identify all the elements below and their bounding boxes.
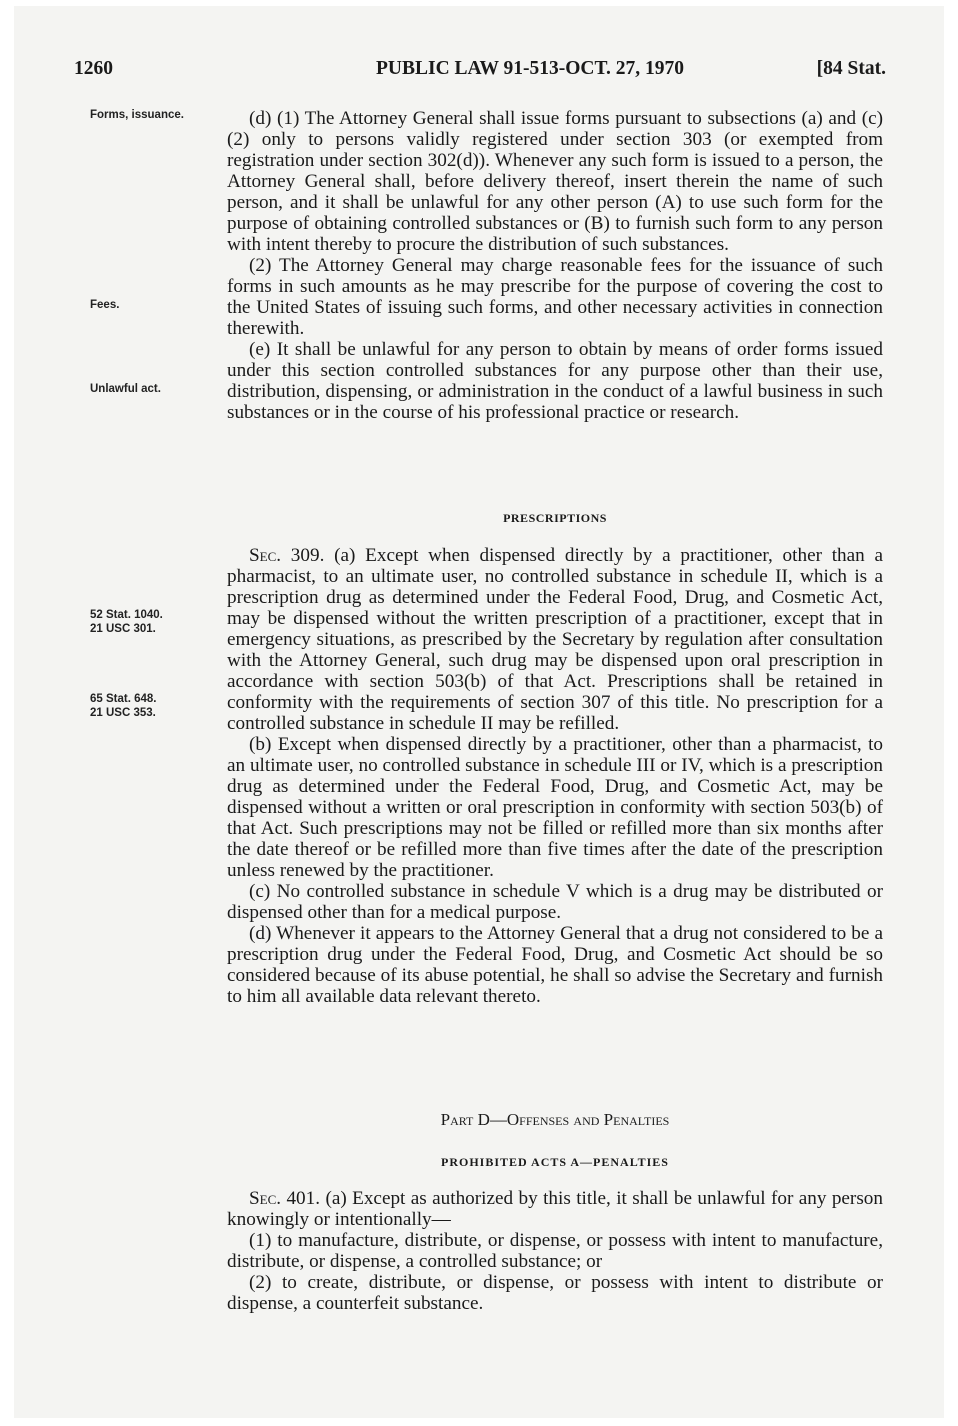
order-forms-provisions — [227, 108, 883, 423]
citation-stat: 52 Stat. 1040. — [90, 609, 163, 621]
paragraph-309c: (c) No controlled substance in schedule V which is a drug may be distributed or dispensed other than for a medical purpose. — [227, 881, 883, 923]
paragraph-401a — [227, 1188, 883, 1230]
section-label: Sec. 401. — [249, 1188, 321, 1209]
section-401 — [227, 1188, 883, 1314]
citation-usc: 21 USC 301. — [90, 623, 156, 635]
paragraph-d2: (2) The Attorney General may charge reasonable fees for the issuance of such forms in such amounts as he may prescribe for the purpose of covering the cost to the United States of issuing such forms, and other necessary activities in connection therewith. — [227, 255, 883, 339]
citation-stat: 65 Stat. 648. — [90, 693, 157, 705]
page-header — [74, 58, 886, 84]
paragraph-309d: (d) Whenever it appears to the Attorney General that a drug not considered to be a prescription drug under the Federal Food, Drug, and Cosmetic Act should be so considered because of its abuse potential, he shall so advise the Secretary and furnish to him all available data relevant thereto. — [227, 923, 883, 1007]
clause-2: (2) to create, distribute, or dispense, or possess with intent to distribute or dispense, a counterfeit substance. — [227, 1272, 883, 1314]
citation-usc: 21 USC 353. — [90, 707, 156, 719]
prescriptions-heading: PRESCRIPTIONS — [503, 511, 607, 525]
paragraph-309a-text: (a) Except when dispensed directly by a practitioner, other than a pharmacist, to an ultimate user, no controlled substance in schedule II, which is a prescription drug as determined under the Federal Food, Drug, and Cosmetic Act, may be dispensed without the written prescription of a practitioner, except that in emergency situations, as prescribed by the Secretary by regulation after consultation with the Attorney General, such drug may be dispensed upon oral prescription in accordance with section 503(b) of that Act. Prescriptions shall be retained in conformity with the requirements of section 307 of this title. No prescription for a controlled substance in schedule II may be refilled. — [227, 545, 883, 734]
paragraph-d1: (d) (1) The Attorney General shall issue forms pursuant to subsections (a) and (c) (2) only to persons validly registered under section 303 (or exempted from registration under section 302(d)). Whenever any such form is issued to a person, the Attorney General shall, before delivery thereof, insert therein the name of such person, and it shall be unlawful for any other person (A) to use such form for the purpose of obtaining controlled substances or (B) to furnish such form to any person with intent thereby to procure the distribution of such substances. — [227, 108, 883, 255]
prohibited-acts-heading: PROHIBITED ACTS A—PENALTIES — [441, 1155, 669, 1169]
section-309 — [227, 545, 883, 1007]
margin-note-citation-1 — [90, 608, 222, 636]
page-number: 1260 — [74, 58, 113, 79]
margin-note-forms-issuance: Forms, issuance. — [90, 109, 184, 121]
margin-note-fees: Fees. — [90, 299, 120, 311]
paragraph-e: (e) It shall be unlawful for any person to obtain by means of order forms issued under this section controlled substances for any purpose other than their use, distribution, dispensing, or administration in the conduct of a lawful business in such substances or in the course of his professional practice or research. — [227, 339, 883, 423]
margin-note-unlawful-act: Unlawful act. — [90, 383, 161, 395]
running-title: PUBLIC LAW 91-513-OCT. 27, 1970 — [376, 58, 685, 79]
paragraph-401a-text: (a) Except as authorized by this title, it shall be unlawful for any person knowingly or intentionally— — [227, 1188, 883, 1230]
clause-1: (1) to manufacture, distribute, or dispense, or possess with intent to manufacture, distribute, or dispense, a controlled substance; or — [227, 1230, 883, 1272]
paragraph-309a — [227, 545, 883, 734]
paragraph-309b: (b) Except when dispensed directly by a practitioner, other than a pharmacist, to an ultimate user, no controlled substance in schedule III or IV, which is a prescription drug as determined under the Federal Food, Drug, and Cosmetic Act, may be dispensed without a written or oral prescription in conformity with section 503(b) of that Act. Such prescriptions may not be filled or refilled more than six months after the date thereof or be refilled more than five times after the date of the prescription unless renewed by the practitioner. — [227, 734, 883, 881]
section-label: Sec. 309. — [249, 545, 325, 566]
statute-reference: [84 Stat. — [816, 58, 886, 79]
margin-note-citation-2 — [90, 692, 222, 720]
part-d-heading: Part D—Offenses and Penalties — [440, 1110, 670, 1129]
